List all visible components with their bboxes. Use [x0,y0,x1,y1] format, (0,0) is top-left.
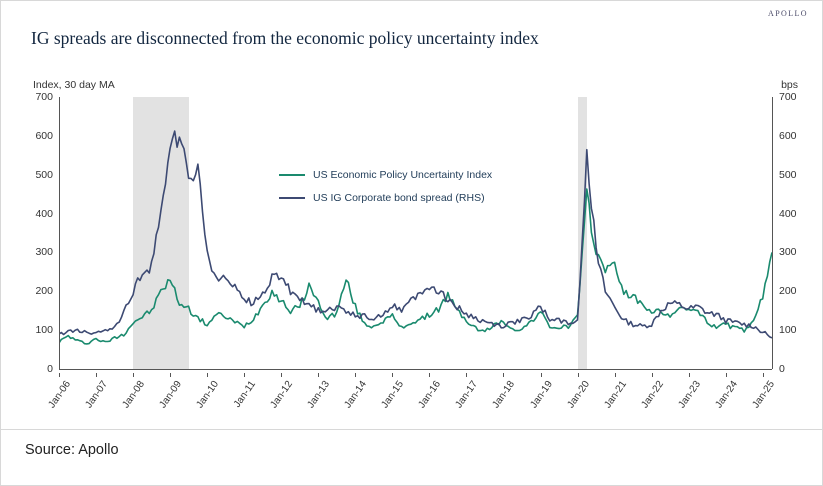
x-axis-tick-label: Jan-22 [639,379,666,411]
legend-label-ig-spread: US IG Corporate bond spread (RHS) [313,192,485,204]
x-axis-tick-mark [170,373,171,377]
x-axis-tick-label: Jan-25 [750,379,777,411]
x-axis-tick-mark [689,373,690,377]
x-axis-tick-mark [318,373,319,377]
x-axis-tick-label: Jan-17 [453,379,481,411]
page-title: IG spreads are disconnected from the economic policy uncertainty index [31,28,539,48]
right-y-tick-label: 100 [779,324,797,337]
x-axis-tick-label: Jan-15 [379,379,407,411]
right-y-tick-label: 600 [779,129,797,142]
right-y-tick-label: 200 [779,285,797,298]
x-axis-tick-mark [429,373,430,377]
x-axis-tick-mark [59,373,60,377]
x-axis-tick-mark [466,373,467,377]
x-axis-tick-labels [46,373,777,433]
x-axis-tick-label: Jan-09 [157,379,185,411]
x-axis-tick-mark [726,373,727,377]
x-axis-tick-label: Jan-10 [194,379,222,411]
x-axis-tick-label: Jan-12 [268,379,296,411]
x-axis-tick-mark [615,373,616,377]
x-axis-tick-label: Jan-16 [416,379,444,411]
x-axis-tick-mark [281,373,282,377]
right-y-tick-label: 500 [779,168,797,181]
series-canvas [59,97,772,369]
x-axis-tick-mark [355,373,356,377]
x-axis-tick-label: Jan-19 [527,379,555,411]
right-axis-line [772,97,773,369]
legend-swatch-epu [279,174,305,177]
x-axis-tick-mark [541,373,542,377]
legend-label-epu: US Economic Policy Uncertainty Index [313,169,493,181]
right-y-tick-label: 0 [779,363,785,375]
legend-swatch-ig-spread [279,197,305,200]
left-y-tick-label: 700 [35,91,53,103]
x-axis-tick-mark [652,373,653,377]
x-axis-tick-label: Jan-23 [676,379,703,411]
x-axis-tick-label: Jan-18 [490,379,518,411]
x-axis-tick-label: Jan-21 [602,379,629,411]
x-axis-tick-mark [503,373,504,377]
plot-area [35,91,797,375]
x-axis-tick-mark [96,373,97,377]
left-y-tick-label: 600 [35,129,53,142]
x-axis-tick-label: Jan-11 [232,379,259,410]
x-axis-tick-mark [207,373,208,377]
left-y-tick-label: 0 [47,363,53,375]
left-y-tick-label: 100 [35,324,53,337]
x-axis-tick-label: Jan-20 [564,379,592,411]
x-axis-tick-label: Jan-07 [83,379,111,411]
right-y-tick-label: 400 [779,207,797,220]
x-axis-tick-mark [133,373,134,377]
left-axis-unit-label: Index, 30 day MA [33,79,115,91]
x-axis-tick-label: Jan-08 [120,379,148,411]
right-axis-unit-label: bps [781,79,798,91]
x-axis-tick-label: Jan-06 [46,379,74,411]
legend-item [279,169,492,181]
x-axis-tick-mark [578,373,579,377]
legend-item [279,192,492,204]
left-y-tick-label: 500 [35,168,53,181]
left-y-tick-label: 200 [35,285,53,298]
footer-divider [1,429,822,430]
source-note: Source: Apollo [25,442,119,458]
x-axis-tick-label: Jan-24 [713,379,740,411]
left-y-tick-label: 400 [35,207,53,220]
x-axis-tick-mark [763,373,764,377]
x-axis-tick-label: Jan-13 [305,379,333,411]
left-y-tick-label: 300 [35,246,53,259]
apollo-logo: APOLLO [768,9,808,18]
left-axis-line [59,97,60,369]
x-axis-tick-mark [392,373,393,377]
chart-legend [279,169,492,215]
x-axis-tick-mark [244,373,245,377]
right-y-tick-label: 700 [779,91,797,103]
right-y-tick-label: 300 [779,246,797,259]
x-axis-tick-label: Jan-14 [342,379,370,411]
series-line-ig-spread [59,131,772,338]
x-axis-line [59,369,772,370]
